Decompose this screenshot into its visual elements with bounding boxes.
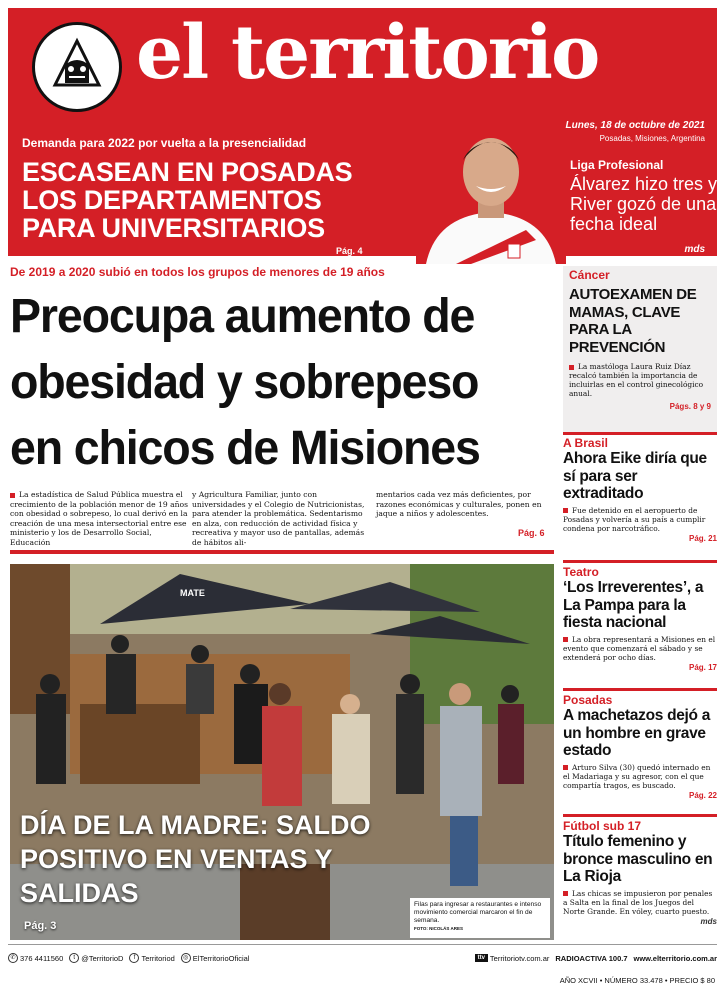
sidebar-text: Las chicas se impusieron por penales a Salta en la final de los Juegos del Norte Grande. En vóley, cuarto puesto. — [563, 888, 713, 916]
main-story-page: Pág. 6 — [518, 528, 545, 538]
instagram-link[interactable] — [181, 953, 250, 963]
bullet-icon — [569, 365, 574, 370]
sidebar-divider — [563, 432, 717, 435]
sidebar-headline: AUTOEXAMEN DE MAMAS, CLAVE PARA LA PREVENCIÓN — [569, 286, 697, 356]
sidebar-story[interactable] — [563, 565, 717, 672]
bullet-icon — [10, 493, 15, 498]
main-story-column-2: y Agricultura Familiar, junto con universidades y el Colegio de Nutricionistas, para atender la problemática. Sedentarismo en alza, con reducción de actividad física y recreativa y mayor uso de pantallas, además de hábitos ali- — [192, 490, 365, 547]
sidebar-page: Págs. 8 y 9 — [669, 402, 711, 411]
bullet-icon — [563, 765, 568, 770]
sidebar-story[interactable] — [563, 819, 717, 926]
logo-emblem — [32, 22, 122, 112]
top-story-headline[interactable]: ESCASEAN EN POSADAS LOS DEPARTAMENTOS PARA UNIVERSITARIOS — [22, 157, 353, 243]
newspaper-title: el territorio — [136, 10, 599, 96]
sidebar-divider — [563, 814, 717, 817]
sidebar-page: Pág. 21 — [688, 533, 717, 543]
instagram-icon: ◎ — [181, 953, 191, 963]
main-story-column-3: mentarios cada vez más deficientes, por razones económicas y culturales, ponen en jaque a niños y adolescentes. — [376, 490, 542, 519]
tv-url: Territoriotv.com.ar — [489, 953, 550, 963]
photo-story-page: Pág. 3 — [24, 920, 57, 932]
whatsapp-number: 376 4411560 — [20, 953, 64, 963]
player-photo — [416, 120, 566, 264]
sidebar-story[interactable] — [563, 436, 717, 543]
caption-text: Filas para ingresar a restaurantes e intenso movimiento comercial marcaron el fin de semana. — [414, 901, 542, 924]
tv-badge: ttv — [475, 954, 488, 962]
website-link[interactable]: www.elterritorio.com.ar — [633, 953, 717, 963]
sidebar-kicker: Fútbol sub 17 — [563, 819, 641, 833]
photo-headline[interactable]: DÍA DE LA MADRE: SALDO POSITIVO EN VENTAS Y SALIDAS — [20, 810, 371, 908]
twitter-icon: t — [69, 953, 79, 963]
sidebar-headline: A machetazos dejó a un hombre en grave estado — [563, 707, 711, 759]
sport-headline[interactable]: Álvarez hizo tres y River gozó de una fecha ideal — [570, 174, 718, 234]
bullet-icon — [563, 637, 568, 642]
sidebar-kicker: A Brasil — [563, 436, 608, 450]
main-story-kicker: De 2019 a 2020 subió en todos los grupos de menores de 19 años — [10, 265, 385, 279]
facebook-link[interactable] — [129, 953, 174, 963]
sidebar-story[interactable] — [563, 266, 717, 434]
caption-credit: FOTO: NICOLÁS ARES — [414, 926, 464, 931]
sidebar-divider — [563, 688, 717, 691]
mds-logo: mds — [700, 916, 717, 926]
masthead — [8, 8, 717, 256]
photo-caption — [410, 898, 550, 938]
issue-info: AÑO XCVII • NÚMERO 33.478 • PRECIO $ 80 — [559, 976, 715, 985]
sidebar-headline: ‘Los Irreverentes’, a La Pampa para la fiesta nacional — [563, 579, 704, 631]
sidebar-headline: Título femenino y bronce masculino en La Rioja — [563, 833, 713, 885]
sidebar-kicker: Posadas — [563, 693, 613, 707]
sidebar-kicker: Cáncer — [569, 268, 610, 282]
sport-kicker: Liga Profesional — [570, 158, 664, 172]
footer-divider — [8, 944, 717, 945]
sidebar-kicker: Teatro — [563, 565, 599, 579]
sidebar-text: Fue detenido en el aeropuerto de Posadas y volvería a su país a cumplir condena por narcotráfico. — [563, 505, 706, 533]
twitter-link[interactable] — [69, 953, 123, 963]
edition-place: Posadas, Misiones, Argentina — [599, 134, 705, 143]
sidebar-text: La mastóloga Laura Ruiz Díaz recalcó también la importancia de incluirlas en el control ginecológico anual. — [569, 362, 704, 398]
top-story-page: Pág. 4 — [336, 246, 363, 256]
bullet-icon — [563, 891, 568, 896]
divider — [10, 550, 554, 554]
edition-date: Lunes, 18 de octubre de 2021 — [565, 120, 705, 131]
whatsapp-icon: ✆ — [8, 953, 18, 963]
main-story-column-1 — [10, 490, 188, 548]
twitter-handle: @TerritorioD — [81, 953, 124, 963]
sidebar-headline: Ahora Eike diría que sí para ser extraditado — [563, 450, 707, 502]
mds-logo: mds — [684, 244, 705, 255]
sidebar-story[interactable] — [563, 693, 717, 800]
bullet-icon — [563, 508, 568, 513]
umbrella-text: MATE — [180, 588, 205, 598]
facebook-handle: Territoriod — [141, 953, 175, 963]
footer — [8, 950, 717, 966]
sidebar-text: Arturo Silva (30) quedó internado en el Madariaga y su agresor, con el que compartía tragos, es buscado. — [563, 762, 711, 790]
sidebar-divider — [563, 560, 717, 563]
instagram-handle: ElTerritorioOficial — [192, 953, 250, 963]
sidebar — [563, 262, 717, 942]
top-story-kicker: Demanda para 2022 por vuelta a la presencialidad — [22, 136, 307, 150]
sidebar-page: Pág. 17 — [688, 662, 717, 672]
whatsapp-contact[interactable] — [8, 953, 63, 963]
column-1-text: La estadística de Salud Pública muestra el crecimiento de la población menor de 19 años con obesidad o sobrepeso, lo cual derivó en la creación de una mesa intersectorial entre ese ministerio y los de Desarrollo Social, Educación — [10, 490, 188, 547]
tv-link[interactable] — [475, 954, 550, 963]
sidebar-text: La obra representará a Misiones en el evento que comenzará el sábado y se extenderá por ocho días. — [563, 634, 716, 662]
facebook-icon: f — [129, 953, 139, 963]
radio-link[interactable]: RADIOACTIVA 100.7 — [555, 953, 628, 963]
main-story-headline[interactable]: Preocupa aumento de obesidad y sobrepeso en chicos de Misiones — [10, 290, 480, 475]
sidebar-page: Pág. 22 — [688, 790, 717, 800]
